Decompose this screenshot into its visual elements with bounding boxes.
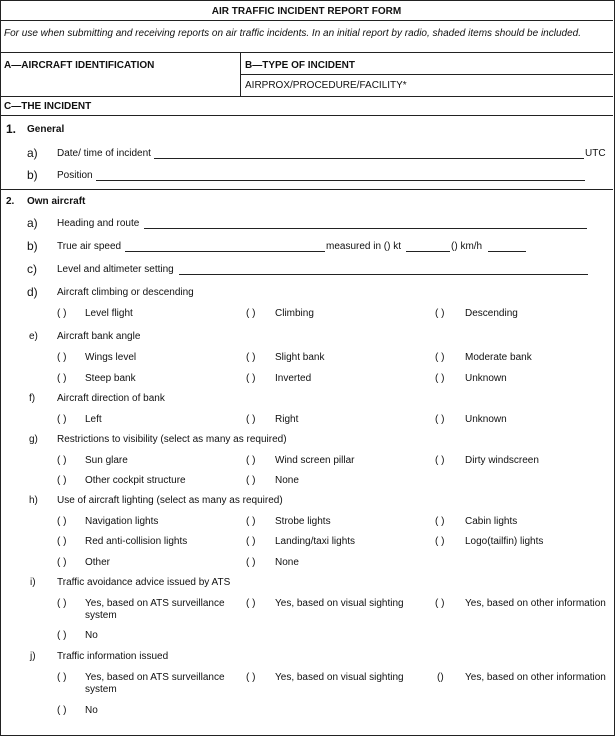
true-air-speed-label: True air speed xyxy=(57,241,122,252)
checkbox[interactable]: ( ) xyxy=(246,308,256,319)
checkbox[interactable]: ( ) xyxy=(57,475,67,486)
option-label: Yes, based on ATS surveillance system xyxy=(85,672,225,695)
option-label: Level flight xyxy=(85,308,133,319)
item-mark: a) xyxy=(27,146,38,160)
item-mark: c) xyxy=(27,262,37,276)
option-label: Right xyxy=(275,414,299,425)
option-label: Sun glare xyxy=(85,455,128,466)
checkbox[interactable]: ( ) xyxy=(435,536,445,547)
option-label: Red anti-collision lights xyxy=(85,536,188,547)
option-label: Yes, based on visual sighting xyxy=(275,598,404,609)
option-label: Unknown xyxy=(465,373,507,384)
item-mark: e) xyxy=(29,331,38,342)
direction-of-bank-label: Aircraft direction of bank xyxy=(57,393,165,404)
option-label: Wings level xyxy=(85,352,137,363)
form-title: AIR TRAFFIC INCIDENT REPORT FORM xyxy=(211,6,402,17)
form-subtitle: For use when submitting and receiving reports on air traffic incidents. In an initial report by radio, shaded items should be included. xyxy=(4,28,581,39)
checkbox[interactable]: ( ) xyxy=(246,536,256,547)
checkbox[interactable]: ( ) xyxy=(246,598,256,609)
checkbox[interactable]: ( ) xyxy=(435,516,445,527)
checkbox[interactable]: ( ) xyxy=(57,414,67,425)
divider xyxy=(240,74,613,75)
kmh-label: () km/h xyxy=(451,241,483,252)
option-label: Yes, based on other information xyxy=(465,598,606,609)
date-time-label: Date/ time of incident xyxy=(57,148,151,159)
option-label: Yes, based on visual sighting xyxy=(275,672,404,683)
option-label: Other xyxy=(85,557,111,568)
checkbox[interactable]: ( ) xyxy=(57,352,67,363)
position-label: Position xyxy=(57,170,93,181)
option-label: Landing/taxi lights xyxy=(275,536,356,547)
option-label: Other cockpit structure xyxy=(85,475,186,486)
general-heading: General xyxy=(27,124,65,135)
level-altimeter-label: Level and altimeter setting xyxy=(57,264,174,275)
incident-type-value: AIRPROX/PROCEDURE/FACILITY* xyxy=(245,80,407,91)
item-mark: h) xyxy=(29,495,38,506)
section-c-label: C—THE INCIDENT xyxy=(4,101,92,112)
checkbox[interactable]: ( ) xyxy=(57,672,67,683)
checkbox[interactable]: ( ) xyxy=(435,352,445,363)
option-label: No xyxy=(85,705,98,716)
utc-label: UTC xyxy=(585,148,606,159)
item-mark: a) xyxy=(27,216,38,230)
checkbox[interactable]: ( ) xyxy=(435,414,445,425)
checkbox[interactable]: ( ) xyxy=(246,672,256,683)
section-number: 1. xyxy=(6,122,17,136)
aircraft-lighting-label: Use of aircraft lighting (select as many as required) xyxy=(57,495,283,506)
divider xyxy=(0,115,613,116)
position-field[interactable] xyxy=(96,180,585,181)
climbing-descending-label: Aircraft climbing or descending xyxy=(57,287,194,298)
option-label: Left xyxy=(85,414,102,425)
item-mark: g) xyxy=(29,434,38,445)
option-label: Steep bank xyxy=(85,373,136,384)
checkbox[interactable]: ( ) xyxy=(246,557,256,568)
option-label: Inverted xyxy=(275,373,312,384)
checkbox[interactable]: ( ) xyxy=(246,414,256,425)
item-mark: b) xyxy=(27,168,38,182)
divider xyxy=(0,96,613,97)
option-label: Yes, based on other information xyxy=(465,672,606,683)
checkbox[interactable]: ( ) xyxy=(57,536,67,547)
option-label: Slight bank xyxy=(275,352,325,363)
level-altimeter-field[interactable] xyxy=(179,274,588,275)
checkbox[interactable]: ( ) xyxy=(435,373,445,384)
bank-angle-label: Aircraft bank angle xyxy=(57,331,141,342)
option-label: None xyxy=(275,557,299,568)
divider xyxy=(0,20,613,21)
option-label: Moderate bank xyxy=(465,352,532,363)
checkbox[interactable]: ( ) xyxy=(246,475,256,486)
option-label: Dirty windscreen xyxy=(465,455,539,466)
section-b-label: B—TYPE OF INCIDENT xyxy=(245,60,356,71)
checkbox[interactable]: ( ) xyxy=(57,516,67,527)
item-mark: i) xyxy=(30,577,36,588)
item-mark: d) xyxy=(27,285,38,299)
option-label: Navigation lights xyxy=(85,516,159,527)
item-mark: j) xyxy=(30,651,36,662)
checkbox[interactable]: ( ) xyxy=(246,352,256,363)
checkbox[interactable]: ( ) xyxy=(435,455,445,466)
option-label: No xyxy=(85,630,98,641)
option-label: Descending xyxy=(465,308,518,319)
checkbox[interactable]: ( ) xyxy=(57,308,67,319)
checkbox[interactable]: ( ) xyxy=(246,455,256,466)
traffic-information-label: Traffic information issued xyxy=(57,651,169,662)
checkbox[interactable]: ( ) xyxy=(435,308,445,319)
date-time-field[interactable] xyxy=(154,158,584,159)
visibility-restrictions-label: Restrictions to visibility (select as many as required) xyxy=(57,434,287,445)
option-label: Climbing xyxy=(275,308,314,319)
checkbox[interactable]: () xyxy=(437,672,444,683)
option-label: Cabin lights xyxy=(465,516,518,527)
heading-route-field[interactable] xyxy=(144,228,587,229)
option-label: Strobe lights xyxy=(275,516,331,527)
divider xyxy=(0,189,613,190)
option-label: Yes, based on ATS surveillance system xyxy=(85,598,225,621)
checkbox[interactable]: ( ) xyxy=(57,373,67,384)
option-label: None xyxy=(275,475,299,486)
option-label: Wind screen pillar xyxy=(275,455,355,466)
checkbox[interactable]: ( ) xyxy=(57,630,67,641)
kt-field[interactable] xyxy=(406,251,450,252)
item-mark: b) xyxy=(27,239,38,253)
checkbox[interactable]: ( ) xyxy=(57,598,67,609)
kmh-field[interactable] xyxy=(488,251,526,252)
section-number: 2. xyxy=(6,196,15,207)
option-label: Unknown xyxy=(465,414,507,425)
divider xyxy=(0,52,613,53)
checkbox[interactable]: ( ) xyxy=(246,516,256,527)
traffic-avoidance-label: Traffic avoidance advice issued by ATS xyxy=(57,577,231,588)
option-label: Logo(tailfin) lights xyxy=(465,536,544,547)
checkbox[interactable]: ( ) xyxy=(435,598,445,609)
item-mark: f) xyxy=(29,393,36,404)
section-a-label: A—AIRCRAFT IDENTIFICATION xyxy=(4,60,155,71)
own-aircraft-heading: Own aircraft xyxy=(27,196,86,207)
true-air-speed-field[interactable] xyxy=(125,251,325,252)
checkbox[interactable]: ( ) xyxy=(246,373,256,384)
checkbox[interactable]: ( ) xyxy=(57,705,67,716)
heading-route-label: Heading and route xyxy=(57,218,140,229)
measured-kt-label: measured in () kt xyxy=(326,241,402,252)
checkbox[interactable]: ( ) xyxy=(57,455,67,466)
checkbox[interactable]: ( ) xyxy=(57,557,67,568)
